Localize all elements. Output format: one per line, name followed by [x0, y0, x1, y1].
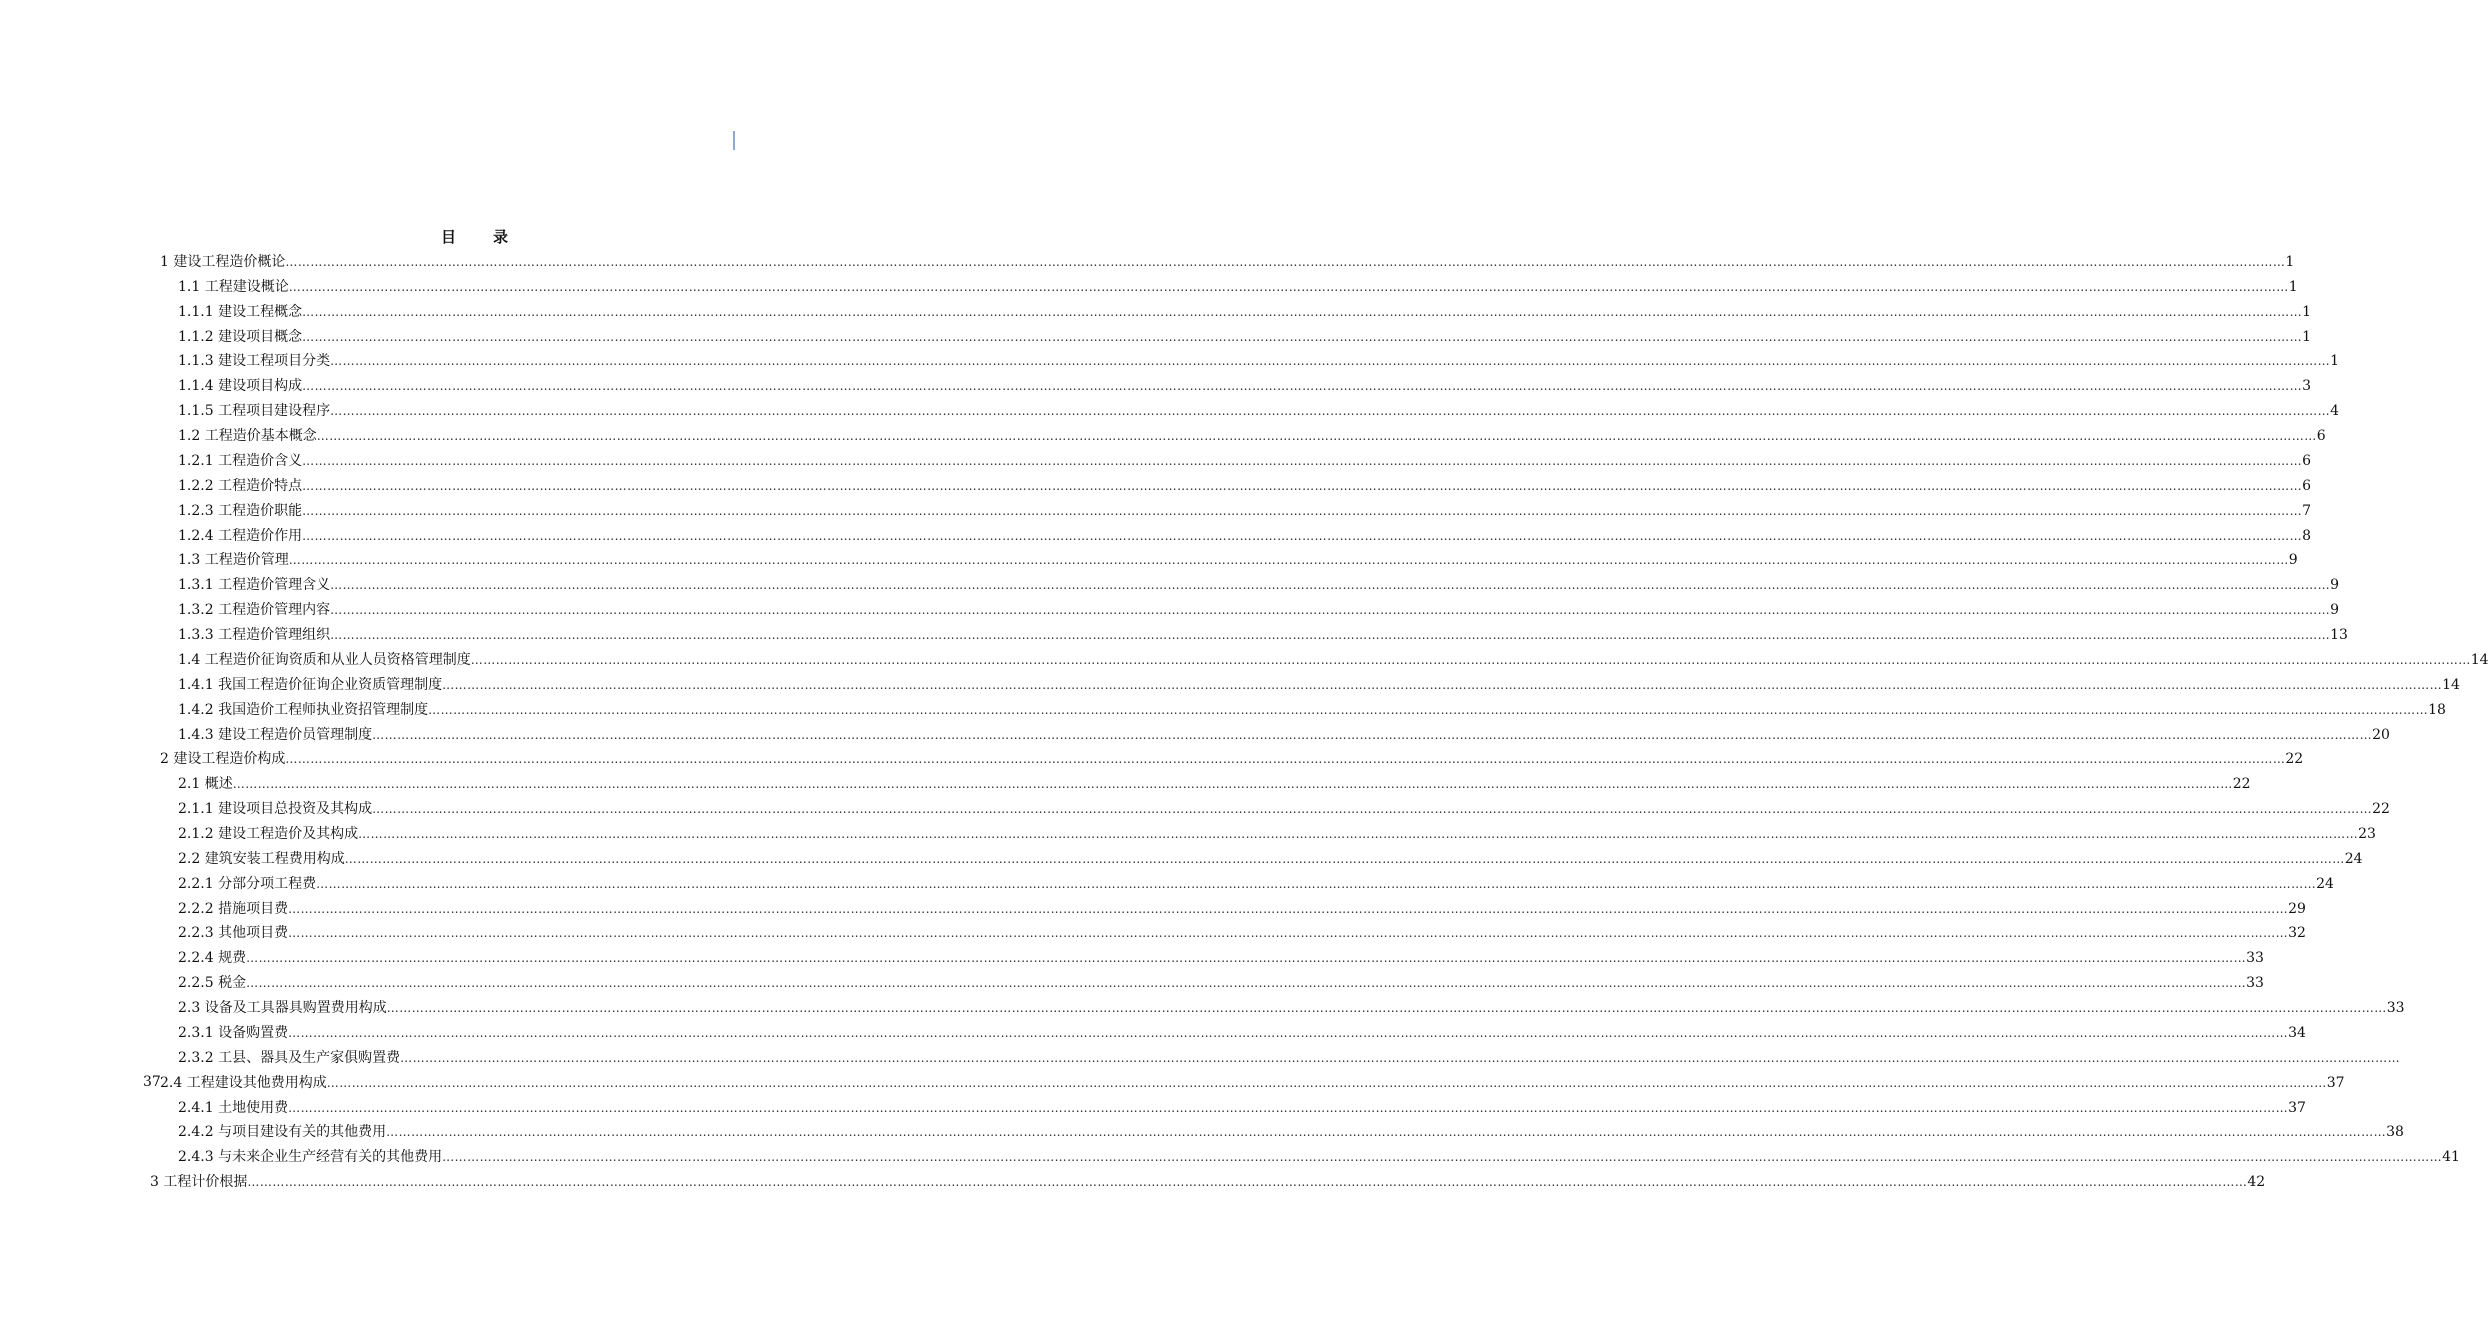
- toc-entry-leader: …………………………………………………………………………………………………………………………………………………………………………………………………………………………………………………………………………………………………………………………………………………………………………………………………………………………………………: [288, 553, 2289, 567]
- toc-entry[interactable]: [160, 1072, 2345, 1094]
- toc-entry-page: 24: [2316, 876, 2334, 892]
- toc-entry-leader: …………………………………………………………………………………………………………………………………………………………………………………………………………………………………………………………………………………………………………………………………………………………………………………………………………………………………………: [302, 504, 2303, 518]
- toc-entry-label: 2.1.2 建设工程造价及其构成: [178, 826, 359, 842]
- toc-entry-leader: …………………………………………………………………………………………………………………………………………………………………………………………………………………………………………………………………………………………………………………………………………………………………………………………………………………………………………: [470, 653, 2471, 667]
- toc-entry-label: 2.2.2 措施项目费: [178, 901, 289, 917]
- toc-entry-page: 29: [2288, 901, 2306, 917]
- toc-entry-label: 2.3.2 工县、器具及生产家俱购置费: [178, 1050, 401, 1066]
- toc-entry-page: 41: [2442, 1149, 2460, 1165]
- toc-entry-label: 1.1.3 建设工程项目分类: [178, 353, 331, 369]
- toc-entry-leader: …………………………………………………………………………………………………………………………………………………………………………………………………………………………………………………………………………………………………………………………………………………………………………………………………………………………………………: [246, 951, 2247, 965]
- toc-entry-page-wrapped: 37: [143, 1074, 161, 1090]
- toc-entry[interactable]: [178, 599, 2339, 621]
- toc-entry-leader: …………………………………………………………………………………………………………………………………………………………………………………………………………………………………………………………………………………………………………………………………………………………………………………………………………………………………………: [302, 379, 2303, 393]
- toc-entry[interactable]: [178, 898, 2306, 920]
- toc-entry-leader: …………………………………………………………………………………………………………………………………………………………………………………………………………………………………………………………………………………………………………………………………………………………………………………………………………………………………………: [386, 1001, 2387, 1015]
- toc-entry-leader: …………………………………………………………………………………………………………………………………………………………………………………………………………………………………………………………………………………………………………………………………………………………………………………………………………………………………………: [330, 404, 2331, 418]
- toc-entry[interactable]: [178, 922, 2306, 944]
- toc-entry[interactable]: [178, 425, 2326, 447]
- text-cursor-mark: [733, 131, 735, 150]
- toc-entry-label: 2.2.4 规费: [178, 950, 247, 966]
- toc-entry-label: 1.1.2 建设项目概念: [178, 329, 303, 345]
- toc-entry-page: 3: [2302, 378, 2311, 394]
- toc-entry-label: 2.4.3 与未来企业生产经营有关的其他费用: [178, 1149, 443, 1165]
- toc-entry-label: 2.2 建筑安装工程费用构成: [178, 851, 345, 867]
- toc-entry-page: 34: [2288, 1025, 2306, 1041]
- toc-entry[interactable]: [178, 549, 2298, 571]
- toc-entry[interactable]: [150, 1171, 2266, 1193]
- toc-entry[interactable]: [178, 1022, 2306, 1044]
- toc-entry-label: 1.4.3 建设工程造价员管理制度: [178, 727, 373, 743]
- toc-entry[interactable]: [178, 1121, 2404, 1143]
- toc-entry-label: 2 建设工程造价构成: [160, 751, 286, 767]
- toc-entry-page: 24: [2344, 851, 2363, 867]
- toc-entry[interactable]: [178, 947, 2264, 969]
- toc-entry-leader: …………………………………………………………………………………………………………………………………………………………………………………………………………………………………………………………………………………………………………………………………………………………………………………………………………………………………………: [302, 479, 2303, 493]
- toc-entry-leader: …………………………………………………………………………………………………………………………………………………………………………………………………………………………………………………………………………………………………………………………………………………………………………………………………………………………………………: [288, 280, 2289, 294]
- toc-entry-page: 6: [2316, 428, 2326, 444]
- toc-entry-label: 1.3.3 工程造价管理组织: [178, 627, 331, 643]
- toc-entry[interactable]: [178, 301, 2311, 323]
- toc-entry-leader: …………………………………………………………………………………………………………………………………………………………………………………………………………………………………………………………………………………………………………………………………………………………………………………………………………………………………………: [232, 777, 2233, 791]
- toc-entry-page: 23: [2358, 826, 2376, 842]
- toc-entry-page: 1: [2302, 329, 2311, 345]
- toc-entry-leader: …………………………………………………………………………………………………………………………………………………………………………………………………………………………………………………………………………………………………………………………………………………………………………………………………………………………………………: [358, 827, 2359, 841]
- toc-entry-page: 42: [2247, 1174, 2266, 1190]
- toc-entry-page: 22: [2285, 751, 2304, 767]
- toc-entry-label: 2.2.1 分部分项工程费: [178, 876, 317, 892]
- toc-entry-label: 1.2.3 工程造价职能: [178, 503, 303, 519]
- toc-entry-page: 1: [2285, 254, 2295, 270]
- toc-entry-leader: …………………………………………………………………………………………………………………………………………………………………………………………………………………………………………………………………………………………………………………………………………………………………………………………………………………………………………: [288, 926, 2289, 940]
- toc-entry-leader: …………………………………………………………………………………………………………………………………………………………………………………………………………………………………………………………………………………………………………………………………………………………………………………………………………………………………………: [326, 1076, 2327, 1090]
- toc-entry-leader: …………………………………………………………………………………………………………………………………………………………………………………………………………………………………………………………………………………………………………………………………………………………………………………………………………………………………………: [302, 330, 2303, 344]
- toc-entry-leader: …………………………………………………………………………………………………………………………………………………………………………………………………………………………………………………………………………………………………………………………………………………………………………………………………………………………………………: [316, 429, 2317, 443]
- toc-entry-page: 6: [2302, 453, 2311, 469]
- toc-entry-page: 7: [2302, 503, 2311, 519]
- toc-entry-leader: …………………………………………………………………………………………………………………………………………………………………………………………………………………………………………………………………………………………………………………………………………………………………………………………………………………………………………: [428, 703, 2429, 717]
- toc-title-right: 录: [493, 228, 510, 246]
- toc-entry-leader: …………………………………………………………………………………………………………………………………………………………………………………………………………………………………………………………………………………………………………………………………………………………………………………………………………………………………………: [400, 1051, 2401, 1065]
- toc-entry-page: 13: [2330, 627, 2348, 643]
- toc-title-left: 目: [440, 228, 457, 246]
- toc-entry-leader: …………………………………………………………………………………………………………………………………………………………………………………………………………………………………………………………………………………………………………………………………………………………………………………………………………………………………………: [330, 354, 2331, 368]
- toc-entry-leader: …………………………………………………………………………………………………………………………………………………………………………………………………………………………………………………………………………………………………………………………………………………………………………………………………………………………………………: [442, 1150, 2443, 1164]
- toc-entry-label: 2.1.1 建设项目总投资及其构成: [178, 801, 373, 817]
- toc-entry-page: 33: [2246, 975, 2264, 991]
- toc-entry-page: 18: [2428, 702, 2446, 718]
- toc-entry[interactable]: [178, 574, 2339, 596]
- toc-entry[interactable]: [178, 400, 2339, 422]
- toc-entry-label: 2.4.2 与项目建设有关的其他费用: [178, 1124, 387, 1140]
- toc-entry-label: 2.1 概述: [178, 776, 233, 792]
- toc-entry-label: 1.1.5 工程项目建设程序: [178, 403, 331, 419]
- toc-entry[interactable]: [178, 1047, 2401, 1069]
- toc-entry-page: 32: [2288, 925, 2306, 941]
- toc-entry-page: 9: [2288, 552, 2298, 568]
- toc-entry-leader: …………………………………………………………………………………………………………………………………………………………………………………………………………………………………………………………………………………………………………………………………………………………………………………………………………………………………………: [288, 1026, 2289, 1040]
- toc-entry[interactable]: [178, 649, 2489, 671]
- toc-entry-label: 2.4 工程建设其他费用构成: [160, 1075, 327, 1091]
- toc-entry-label: 1.2 工程造价基本概念: [178, 428, 317, 444]
- toc-entry[interactable]: [178, 350, 2339, 372]
- toc-entry-label: 1.3.1 工程造价管理含义: [178, 577, 331, 593]
- toc-entry-page: 37: [2288, 1100, 2306, 1116]
- toc-entry[interactable]: [178, 798, 2390, 820]
- toc-entry-leader: …………………………………………………………………………………………………………………………………………………………………………………………………………………………………………………………………………………………………………………………………………………………………………………………………………………………………………: [344, 852, 2345, 866]
- toc-entry[interactable]: [178, 823, 2376, 845]
- toc-entry-page: 1: [2330, 353, 2339, 369]
- toc-entry-label: 1.2.4 工程造价作用: [178, 528, 303, 544]
- toc-entry[interactable]: [178, 326, 2311, 348]
- toc-entry-label: 1.1.1 建设工程概念: [178, 304, 303, 320]
- toc-entry-leader: …………………………………………………………………………………………………………………………………………………………………………………………………………………………………………………………………………………………………………………………………………………………………………………………………………………………………………: [302, 305, 2303, 319]
- toc-entry-leader: …………………………………………………………………………………………………………………………………………………………………………………………………………………………………………………………………………………………………………………………………………………………………………………………………………………………………………: [442, 678, 2443, 692]
- toc-entry-label: 1.1.4 建设项目构成: [178, 378, 303, 394]
- toc-entry-label: 1.2.2 工程造价特点: [178, 478, 303, 494]
- toc-entry-leader: …………………………………………………………………………………………………………………………………………………………………………………………………………………………………………………………………………………………………………………………………………………………………………………………………………………………………………: [330, 603, 2331, 617]
- toc-entry-leader: …………………………………………………………………………………………………………………………………………………………………………………………………………………………………………………………………………………………………………………………………………………………………………………………………………………………………………: [330, 578, 2331, 592]
- toc-entry-leader: …………………………………………………………………………………………………………………………………………………………………………………………………………………………………………………………………………………………………………………………………………………………………………………………………………………………………………: [288, 1101, 2289, 1115]
- toc-entry[interactable]: [178, 997, 2405, 1019]
- toc-entry-page: 38: [2386, 1124, 2404, 1140]
- toc-entry[interactable]: [178, 525, 2311, 547]
- toc-entry-page: 37: [2326, 1075, 2345, 1091]
- toc-entry-page: 8: [2302, 528, 2311, 544]
- toc-entry[interactable]: [178, 375, 2311, 397]
- toc-entry-page: 33: [2246, 950, 2264, 966]
- toc-entry[interactable]: [160, 748, 2304, 770]
- toc-entry-label: 1.4 工程造价征询资质和从业人员资格管理制度: [178, 652, 471, 668]
- toc-entry-page: 1: [2302, 304, 2311, 320]
- toc-entry[interactable]: [178, 674, 2460, 696]
- toc-entry-page: 33: [2386, 1000, 2405, 1016]
- toc-entry[interactable]: [178, 773, 2251, 795]
- toc-entry-page: 20: [2372, 727, 2390, 743]
- toc-entry[interactable]: [178, 450, 2311, 472]
- toc-entry-label: 2.2.3 其他项目费: [178, 925, 289, 941]
- toc-entry-leader: …………………………………………………………………………………………………………………………………………………………………………………………………………………………………………………………………………………………………………………………………………………………………………………………………………………………………………: [302, 454, 2303, 468]
- toc-entry-label: 2.3.1 设备购置费: [178, 1025, 289, 1041]
- toc-entry-leader: …………………………………………………………………………………………………………………………………………………………………………………………………………………………………………………………………………………………………………………………………………………………………………………………………………………………………………: [247, 1175, 2248, 1189]
- toc-entry-page: 1: [2288, 279, 2298, 295]
- toc-entry-page: 6: [2302, 478, 2311, 494]
- toc-entry[interactable]: [178, 500, 2311, 522]
- toc-entry[interactable]: [178, 848, 2363, 870]
- toc-entry-leader: …………………………………………………………………………………………………………………………………………………………………………………………………………………………………………………………………………………………………………………………………………………………………………………………………………………………………………: [372, 728, 2373, 742]
- toc-entry[interactable]: [178, 624, 2348, 646]
- toc-entry-page: 9: [2330, 577, 2339, 593]
- toc-entry[interactable]: [178, 724, 2390, 746]
- toc-entry-leader: …………………………………………………………………………………………………………………………………………………………………………………………………………………………………………………………………………………………………………………………………………………………………………………………………………………………………………: [285, 752, 2286, 766]
- toc-entry-label: 1.1 工程建设概论: [178, 279, 289, 295]
- toc-entry-label: 2.2.5 税金: [178, 975, 247, 991]
- toc-entry[interactable]: [178, 972, 2264, 994]
- toc-entry-leader: …………………………………………………………………………………………………………………………………………………………………………………………………………………………………………………………………………………………………………………………………………………………………………………………………………………………………………: [246, 976, 2247, 990]
- toc-entry-page: 14: [2442, 677, 2460, 693]
- toc-entry-leader: …………………………………………………………………………………………………………………………………………………………………………………………………………………………………………………………………………………………………………………………………………………………………………………………………………………………………………: [386, 1125, 2387, 1139]
- toc-entry-leader: …………………………………………………………………………………………………………………………………………………………………………………………………………………………………………………………………………………………………………………………………………………………………………………………………………………………………………: [285, 255, 2286, 269]
- toc-title: [0, 226, 950, 248]
- toc-entry[interactable]: [178, 873, 2334, 895]
- toc-entry-label: 1.2.1 工程造价含义: [178, 453, 303, 469]
- toc-entry-leader: …………………………………………………………………………………………………………………………………………………………………………………………………………………………………………………………………………………………………………………………………………………………………………………………………………………………………………: [316, 877, 2317, 891]
- toc-entry-label: 1.4.2 我国造价工程师执业资招管理制度: [178, 702, 429, 718]
- toc-entry-page: 14: [2470, 652, 2489, 668]
- toc-entry-leader: …………………………………………………………………………………………………………………………………………………………………………………………………………………………………………………………………………………………………………………………………………………………………………………………………………………………………………: [288, 902, 2289, 916]
- toc-entry-page: 9: [2330, 602, 2339, 618]
- toc-entry[interactable]: [178, 475, 2311, 497]
- toc-entry-label: 1.3.2 工程造价管理内容: [178, 602, 331, 618]
- toc-entry-label: 1.4.1 我国工程造价征询企业资质管理制度: [178, 677, 443, 693]
- toc-entry[interactable]: [178, 699, 2446, 721]
- toc-entry-leader: …………………………………………………………………………………………………………………………………………………………………………………………………………………………………………………………………………………………………………………………………………………………………………………………………………………………………………: [372, 802, 2373, 816]
- toc-entry-leader: …………………………………………………………………………………………………………………………………………………………………………………………………………………………………………………………………………………………………………………………………………………………………………………………………………………………………………: [330, 628, 2331, 642]
- toc-entry-page: 4: [2330, 403, 2339, 419]
- toc-entry-leader: …………………………………………………………………………………………………………………………………………………………………………………………………………………………………………………………………………………………………………………………………………………………………………………………………………………………………………: [302, 529, 2303, 543]
- toc-entry-label: 3 工程计价根据: [150, 1174, 248, 1190]
- toc-entry[interactable]: [178, 1097, 2306, 1119]
- toc-entry-label: 2.4.1 土地使用费: [178, 1100, 289, 1116]
- toc-entry[interactable]: [178, 1146, 2460, 1168]
- toc-entry-label: 2.3 设备及工具器具购置费用构成: [178, 1000, 387, 1016]
- toc-entry-page: 22: [2232, 776, 2251, 792]
- toc-entry[interactable]: [160, 251, 2295, 273]
- toc-entry-label: 1 建设工程造价概论: [160, 254, 286, 270]
- toc-entry[interactable]: [178, 276, 2298, 298]
- toc-entry-label: 1.3 工程造价管理: [178, 552, 289, 568]
- toc-entry-page: 22: [2372, 801, 2390, 817]
